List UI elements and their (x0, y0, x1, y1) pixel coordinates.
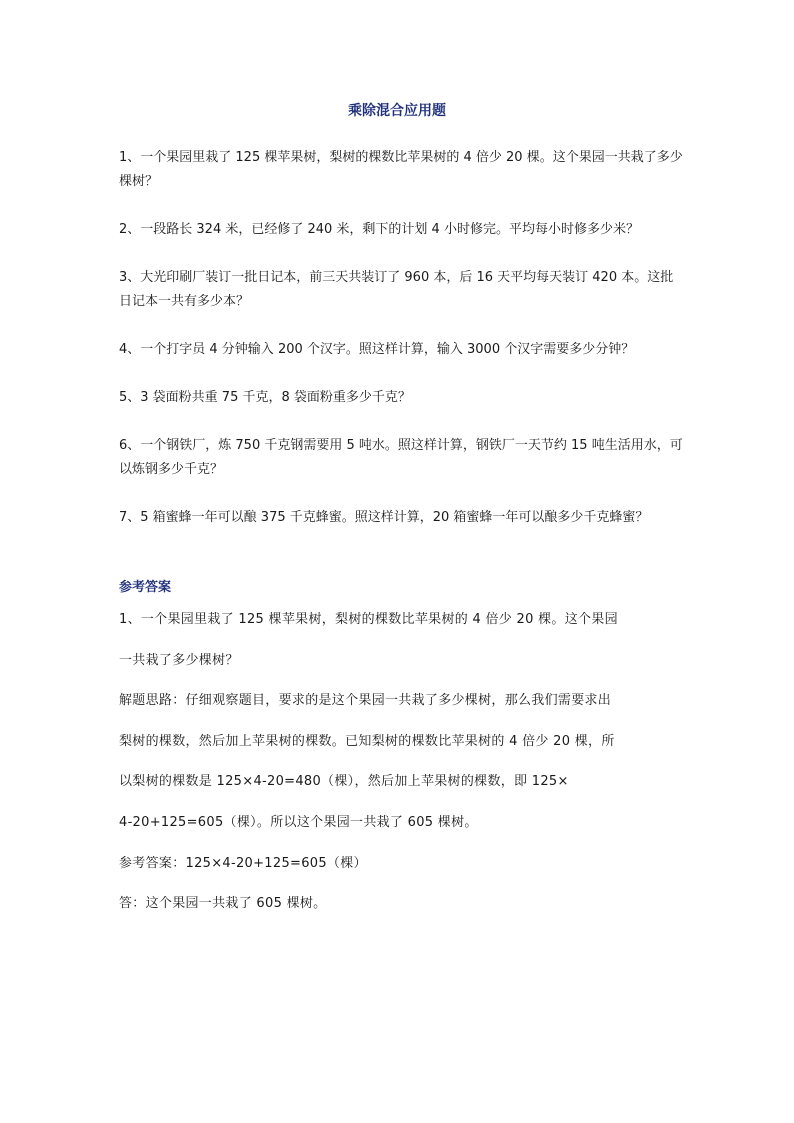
answer-line: 参考答案：125×4-20+125=605（棵） (119, 855, 367, 871)
question-7: 7、5 箱蜜蜂一年可以酿 375 千克蜂蜜。照这样计算，20 箱蜜蜂一年可以酿多少千克蜂蜜？ (119, 510, 649, 525)
document-title: 乘除混合应用题 (348, 103, 446, 119)
answer-line: 答：这个果园一共栽了 605 棵树。 (119, 896, 327, 912)
answer-line: 梨树的棵数，然后加上苹果树的棵数。已知梨树的棵数比苹果树的 4 倍少 20 棵，所 (119, 733, 615, 749)
answer-line: 解题思路：仔细观察题目，要求的是这个果园一共栽了多少棵树，那么我们需要求出 (119, 693, 612, 709)
answer-line: 1、一个果园里栽了 125 棵苹果树，梨树的棵数比苹果树的 4 倍少 20 棵。这个果园 (119, 612, 618, 627)
question-6: 6、一个钢铁厂，炼 750 千克钢需要用 5 吨水。照这样计算，钢铁厂一天节约 15 吨生活用水，可以炼钢多少千克？ (119, 438, 683, 477)
question-3: 3、大光印刷厂装订一批日记本，前三天共装订了 960 本，后 16 天平均每天装订 420 本。这批日记本一共有多少本？ (119, 270, 674, 309)
answer-line: 4-20+125=605（棵）。所以这个果园一共栽了 605 棵树。 (119, 814, 478, 830)
answer-block (119, 604, 684, 929)
question-1: 1、一个果园里栽了 125 棵苹果树，梨树的棵数比苹果树的 4 倍少 20 棵。这个果园一共栽了多少棵树？ (119, 150, 683, 189)
answer-heading: 参考答案 (119, 580, 172, 595)
question-2: 2、一段路长 324 米，已经修了 240 米，剩下的计划 4 小时修完。平均每小时修多少米？ (119, 222, 639, 237)
question-5: 5、3 袋面粉共重 75 千克，8 袋面粉重多少千克？ (119, 390, 411, 405)
question-4: 4、一个打字员 4 分钟输入 200 个汉字。照这样计算，输入 3000 个汉字需要多少分钟？ (119, 342, 635, 357)
answer-line: 以梨树的棵数是 125×4-20=480（棵），然后加上苹果树的棵数，即 125× (119, 774, 569, 790)
answer-line: 一共栽了多少棵树？ (119, 652, 239, 668)
question-list (119, 146, 684, 554)
